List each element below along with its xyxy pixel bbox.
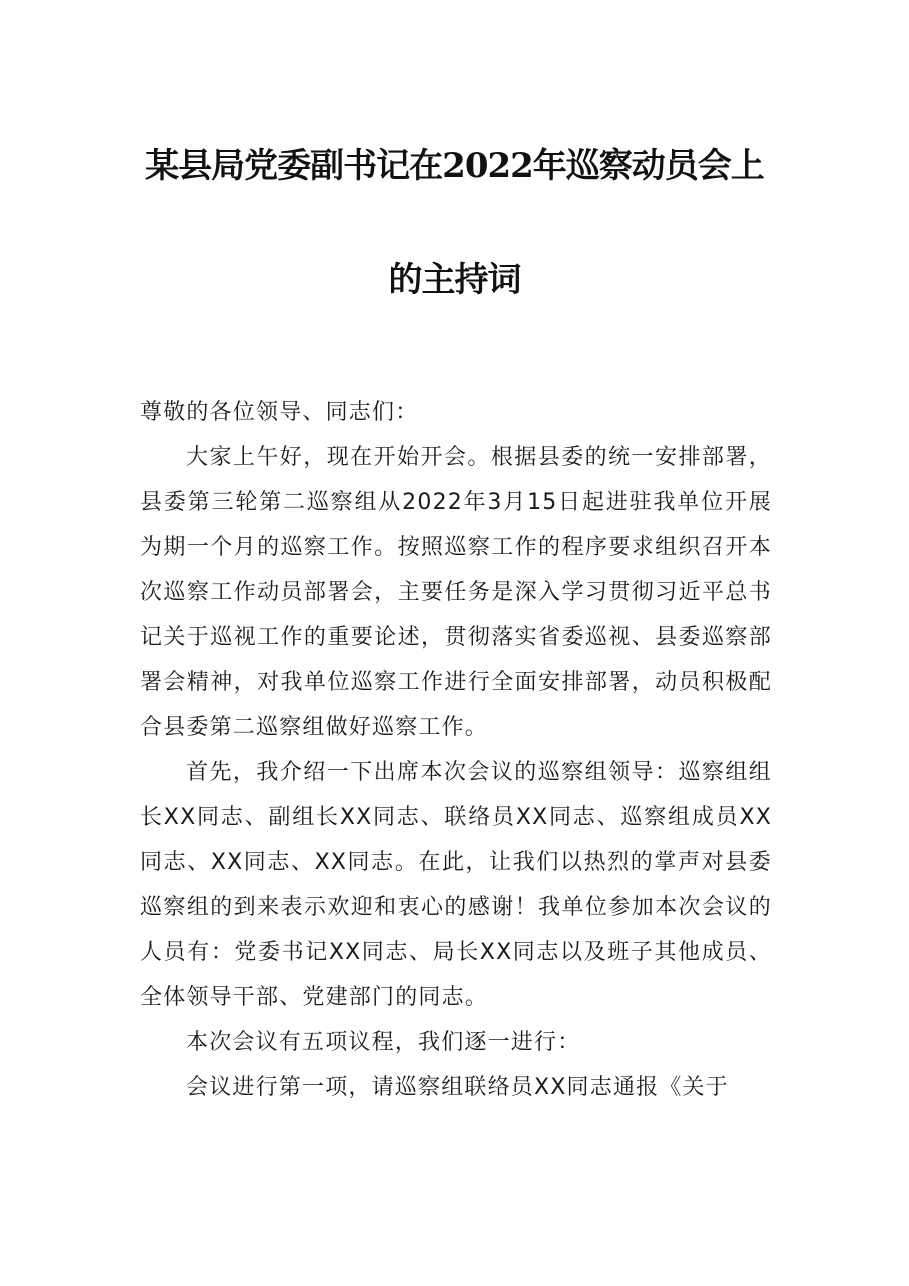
paragraph-opening: 大家上午好，现在开始开会。根据县委的统一安排部署，县委第三轮第二巡察组从2022年3月15日起进驻我单位开展为期一个月的巡察工作。按照巡察工作的程序要求组织召开本次巡察工作动员部署会，主要任务是深入学习贯彻习近平总书记关于巡视工作的重要论述，贯彻落实省委巡视、县委巡察部署会精神，对我单位巡察工作进行全面安排部署，动员积极配合县委第二巡察组做好巡察工作。 xyxy=(140,445,772,740)
paragraph-item-one: 会议进行第一项，请巡察组联络员XX同志通报《关于 xyxy=(186,1075,729,1100)
document-title-line-2: 的主持词 xyxy=(388,260,521,300)
paragraph-introduction: 首先，我介绍一下出席本次会议的巡察组领导：巡察组组长XX同志、副组长XX同志、联络员XX同志、巡察组成员XX同志、XX同志、XX同志。在此，让我们以热烈的掌声对县委巡察组的到来表示欢迎和衷心的感谢！我单位参加本次会议的人员有：党委书记XX同志、局长XX同志以及班子其他成员、全体领导干部、党建部门的同志。 xyxy=(140,760,772,1010)
paragraph-agenda: 本次会议有五项议程，我们逐一进行： xyxy=(186,1030,581,1055)
document-body xyxy=(140,390,772,1110)
document-title-line-1: 某县局党委副书记在2022年巡察动员会上 xyxy=(145,146,764,186)
salutation: 尊敬的各位领导、同志们： xyxy=(140,400,419,425)
